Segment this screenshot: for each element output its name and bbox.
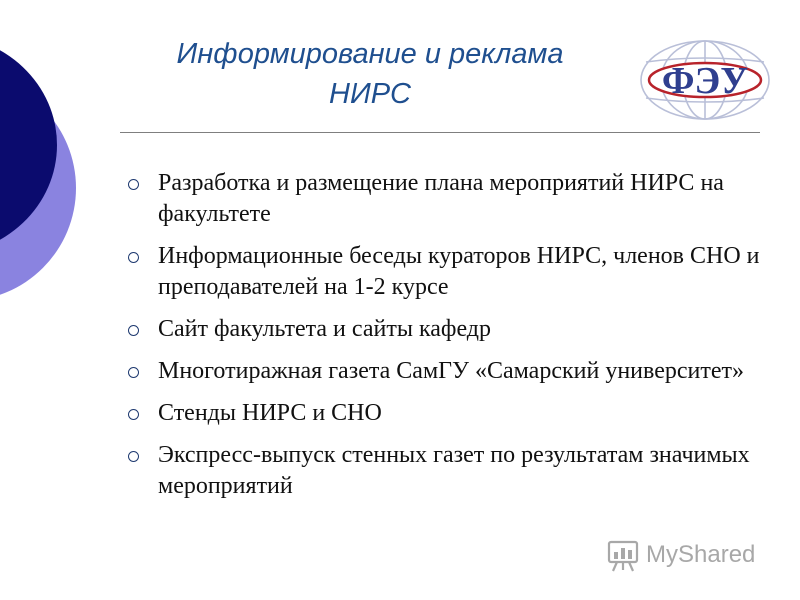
bullet-list [128,168,778,513]
title-divider [120,132,760,133]
title-line-1: Информирование и реклама [176,38,564,70]
list-item [128,356,778,387]
watermark-text: MyShared [646,541,756,568]
presentation-board-icon [606,539,640,573]
bullet-circle-icon [128,179,139,190]
bullet-text: Многотиражная газета СамГУ «Самарский университет» [158,358,744,384]
bullet-circle-icon [128,367,139,378]
list-item [128,398,778,429]
bullet-text: Сайт факультета и сайты кафедр [158,316,491,342]
bullet-text: Экспресс-выпуск стенных газет по результатам значимых мероприятий [158,442,750,499]
list-item [128,314,778,345]
bullet-circle-icon [128,451,139,462]
university-logo [638,38,772,122]
list-item [128,440,778,502]
bullet-circle-icon [128,409,139,420]
bullet-text: Информационные беседы кураторов НИРС, членов СНО и преподавателей на 1-2 курсе [158,243,760,300]
bullet-text: Разработка и размещение плана мероприятий НИРС на факультете [158,170,724,227]
list-item [128,241,778,303]
logo-text: ФЭУ [661,60,749,102]
bullet-circle-icon [128,252,139,263]
list-item [128,168,778,230]
slide-title [120,34,620,114]
title-line-2: НИРС [329,78,411,110]
bullet-circle-icon [128,325,139,336]
watermark [606,537,766,575]
bullet-text: Стенды НИРС и СНО [158,400,382,426]
